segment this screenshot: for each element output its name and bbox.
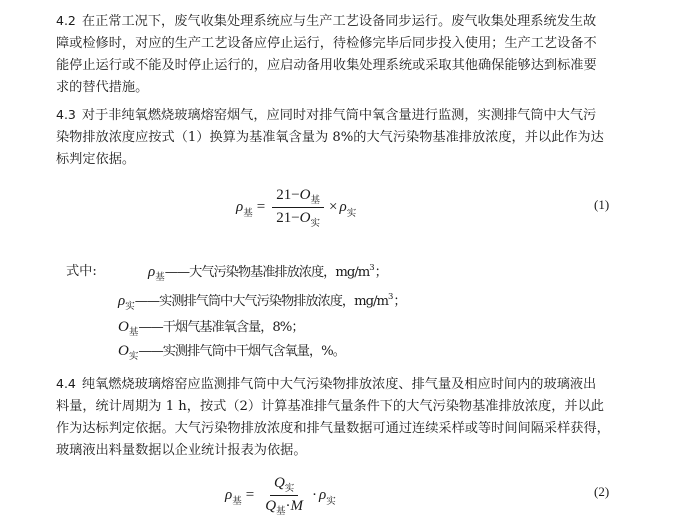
equation-2 [225,474,336,517]
section-4-4-line-3: 作为达标判定依据。大气污染物排放浓度和排气量数据可通过连续采样或等时间间隔采样获得， [56,421,610,436]
definition-rho-ji: $\rho_基——$大气污染物基准排放浓度，$mg/m^3$； [148,263,388,283]
subscript-ji: 基 [232,496,242,507]
fraction-denominator: $21-O_实$ [276,210,321,229]
section-4-2-line-1: 4.2 在正常工况下，废气收集处理系统应与生产工艺设备同步运行。废气收集处理系统发生故 [56,13,597,29]
fraction-denominator: $Q_基\cdot M$ [265,498,304,517]
subscript-ji: 基 [243,208,253,219]
rho-symbol: ρ [236,199,244,215]
equation-1-number: (1) [594,197,610,212]
times-sign: × [329,199,338,215]
definition-o-ji: $O_基——$干烟气基准氧含量，8%； [118,319,304,338]
equals-sign: = [245,487,255,503]
section-4-3 [56,104,636,171]
section-4-2-line-4: 求的替代措施。 [56,80,149,95]
section-4-3-line-3: 标判定依据。 [56,152,136,167]
rho-symbol: ρ [225,487,233,503]
equation-2-number: (2) [594,484,610,499]
section-4-4-line-4: 玻璃液出料量数据以企业统计报表为依据。 [56,443,307,458]
section-4-4-line-2: 料量，统计周期为 1 h，按式（2）计算基准排气量条件下的大气污染物基准排放浓度，并以此 [56,399,604,414]
section-number: 4.2 [56,13,76,28]
section-4-4 [56,373,636,462]
dot-operator: · [312,487,318,503]
equation-1 [236,186,356,229]
section-4-4-line-1: 4.4 纯氧燃烧玻璃熔窑应监测排气筒中大气污染物排放浓度、排气量及相应时间内的玻璃液出 [56,376,597,392]
section-4-3-line-2: 染物排放浓度应按式（1）换算为基准氧含量为 8%的大气污染物基准排放浓度，并以此作为达 [56,130,604,145]
section-number: 4.4 [56,376,76,391]
section-4-3-line-1: 4.3 对于非纯氧燃烧玻璃熔窑烟气，应同时对排气筒中氧含量进行监测，实测排气筒中大气污 [56,107,597,123]
rho-symbol: ρ [319,487,327,503]
section-4-2-line-3: 能停止运行或不能及时停止运行的，应启动备用收集处理系统或采取其他确保能够达到标准要 [56,58,597,73]
section-4-2 [56,10,636,99]
subscript-shi: 实 [326,496,336,507]
definitions-lead: 式中: [66,264,97,279]
fraction [272,186,324,229]
section-number: 4.3 [56,107,76,122]
section-4-2-line-2: 障或检修时，对应的生产工艺设备应停止运行，待检修完毕后同步投入使用；生产工艺设备不 [56,36,597,51]
equals-sign: = [256,199,266,215]
fraction [261,474,307,517]
definition-o-shi: $O_实——$实测排气筒中干烟气含氧量，%。 [118,343,345,362]
definition-rho-shi: $\rho_实——$实测排气筒中大气污染物排放浓度，$mg/m^3$； [118,292,407,312]
rho-symbol: ρ [339,199,347,215]
subscript-shi: 实 [346,208,357,219]
fraction-numerator: $Q_实$ [270,474,298,496]
fraction-numerator: $21-O_基$ [272,186,324,208]
